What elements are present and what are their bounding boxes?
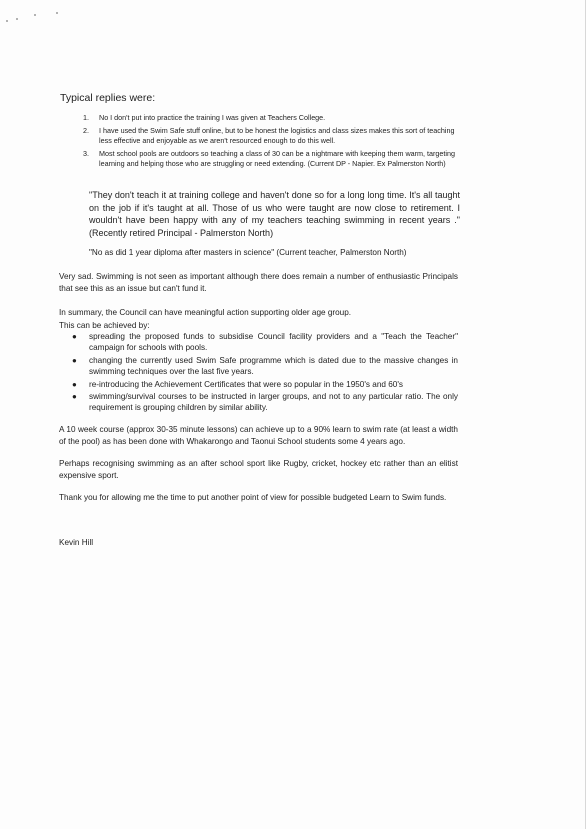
reply-number: 1. [83,113,89,122]
replies-heading: Typical replies were: [60,92,156,104]
paragraph-after-school-sport: Perhaps recognising swimming as an after school sport like Rugby, cricket, hockey etc rather than an elitist expensive sport. [59,459,458,480]
reply-text: I have used the Swim Safe stuff online, but to be honest the logistics and class sizes makes this sort of teaching less effective and enjoyable as we aren't resourced enough to do this well. [99,125,455,146]
scan-speck [56,12,58,14]
bullet-icon: ● [72,379,77,389]
recommendation-text: re-introducing the Achievement Certificates that were so popular in the 1950's and 60's [89,379,403,389]
principal-quote: "They don't teach it at training college and haven't done so for a long long time. It's all taught on the job if it's taught at all. Those of us who were taught are now close to retirement. I wouldn't have been happy with any of my teachers teaching swimming in recent years ." (Recently retired Principal - Palmerston North) [89,190,460,239]
reply-text: Most school pools are outdoors so teaching a class of 30 can be a nightmare with keeping them warm, targeting learning and helping those who are struggling or need extending. (Current DP - Napier. Ex Palmerston North) [99,149,455,169]
replies-list [60,113,462,172]
recommendation-text: swimming/survival courses to be instructed in larger groups, and not to any particular ratio. The only requirement is grouping children by similar ability. [89,392,458,413]
recommendation-list [59,331,458,415]
paragraph-achieved-by: This can be achieved by: [59,321,150,330]
scan-speck [34,14,36,16]
bullet-icon: ● [72,332,77,341]
recommendation-item [59,355,458,377]
recommendation-item [59,331,458,353]
reply-text: No I don't put into practice the training I was given at Teachers College. [99,113,326,122]
scan-speck [16,18,18,20]
teacher-quote: "No as did 1 year diploma after masters in science" (Current teacher, Palmerston North) [89,248,407,257]
bullet-icon: ● [72,392,77,402]
reply-number: 2. [83,125,89,135]
reply-item [60,113,462,123]
signature: Kevin Hill [59,538,94,547]
recommendation-item [59,391,458,413]
recommendation-text: changing the currently used Swim Safe programme which is dated due to the massive changes in swimming techniques over the last five years. [89,355,458,376]
scan-speck [6,20,8,22]
paragraph-summary: In summary, the Council can have meaningful action supporting older age group. [59,308,352,317]
reply-number: 3. [83,149,89,158]
reply-item [60,149,462,170]
reply-item [60,126,462,147]
paragraph-course: A 10 week course (approx 30-35 minute lessons) can achieve up to a 90% learn to swim rate (at least a width of the pool) as has been done with Whakarongo and Taonui School students some 4 years ago. [59,425,458,446]
paragraph-thank-you: Thank you for allowing me the time to put another point of view for possible budgeted Learn to Swim funds. [59,493,447,502]
bullet-icon: ● [72,355,77,365]
recommendation-item [59,379,458,390]
paragraph-very-sad: Very sad. Swimming is not seen as important although there does remain a number of enthusiastic Principals that see this as an issue but can't fund it. [59,272,458,293]
recommendation-text: spreading the proposed funds to subsidise Council facility providers and a "Teach the Teacher" campaign for schools with pools. [89,332,458,353]
